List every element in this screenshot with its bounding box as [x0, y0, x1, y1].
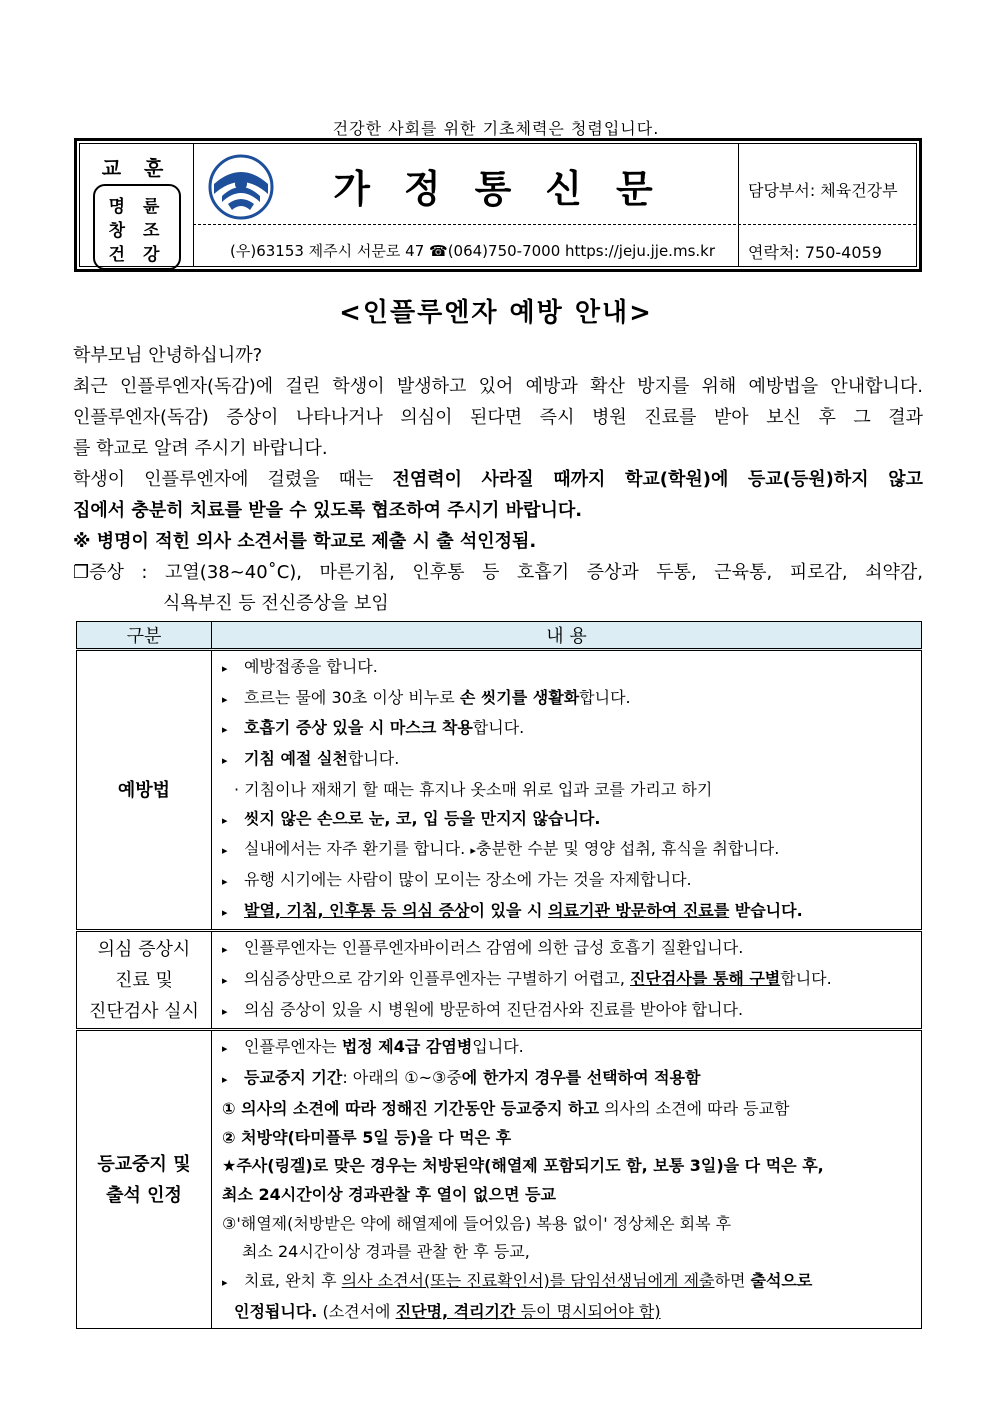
symptom-line: ❐증상 : 고열(38~40˚C), 마른기침, 인후통 등 호흡기 증상과 두통, 근육통, 피로감, 쇠약감,: [73, 562, 923, 583]
list-item: ▸ 씻지 않은 손으로 눈, 코, 입 등을 만지지 않습니다.: [222, 808, 601, 828]
list-item: ▸ 실내에서는 자주 환기를 합니다. ▸충분한 수분 및 영양 섭취, 휴식을 취합니다.: [222, 839, 780, 859]
column-header-content: 내 용: [212, 622, 922, 650]
list-item: ▸ 의심증상만으로 감기와 인플루엔자는 구별하기 어렵고, 진단검사를 통해 구별합니다.: [222, 969, 832, 989]
school-motto-box: [80, 144, 194, 266]
school-emblem-icon: [208, 154, 274, 220]
symptom-line: 식욕부진 등 전신증상을 보임: [163, 593, 389, 614]
list-item: 최소 24시간이상 경과를 관찰 한 후 등교,: [242, 1242, 530, 1262]
greeting: 학부모님 안녕하십니까?: [73, 345, 263, 366]
intro-line: 를 학교로 알려 주시기 바랍니다.: [73, 438, 328, 459]
list-item: 최소 24시간이상 경과관찰 후 열이 없으면 등교: [222, 1184, 556, 1204]
prevention-content: [212, 650, 922, 931]
newsletter-header: [74, 138, 922, 272]
newsletter-title: 가정통신문: [333, 167, 687, 211]
school-address: (우)63153 제주시 서문로 47 ☎(064)750-7000 https://jeju.jje.ms.kr: [230, 242, 715, 260]
list-item: ▸ 호흡기 증상 있을 시 마스크 착용합니다.: [222, 718, 525, 738]
column-header-category: 구분: [77, 622, 212, 650]
intro-section: [73, 340, 923, 619]
motto-frame: [93, 184, 181, 270]
guidance-table: [76, 621, 922, 1329]
intro-line: 집에서 충분히 치료를 받을 수 있도록 협조하여 주시기 바랍니다.: [73, 500, 583, 521]
list-item: ▸ 발열, 기침, 인후통 등 의심 증상이 있을 시 의료기관 방문하여 진료를 받습니다.: [222, 900, 803, 920]
motto-item: 건 강: [108, 245, 166, 265]
motto-item: 창 조: [108, 221, 166, 241]
list-item: ▸ 기침 예절 실천합니다.: [222, 749, 400, 769]
list-item: ▸ 흐르는 물에 30초 이상 비누로 손 씻기를 생활화합니다.: [222, 687, 631, 707]
category-absence: 등교중지 및 출석 인정: [77, 1030, 212, 1329]
document-title: <인플루엔자 예방 안내>: [339, 298, 653, 328]
list-item: ▸ 유행 시기에는 사람이 많이 모이는 장소에 가는 것을 자제합니다.: [222, 869, 692, 889]
list-item: ② 처방약(타미플루 5일 등)을 다 먹은 후: [222, 1127, 512, 1147]
list-item: ▸ 인플루엔자는 인플루엔자바이러스 감염에 의한 급성 호흡기 질환입니다.: [222, 938, 744, 958]
intro-line: 인플루엔자(독감) 증상이 나타나거나 의심이 된다면 즉시 병원 진료를 받아 보신 후 그 결과: [73, 407, 923, 428]
diagnosis-content: [212, 931, 922, 1030]
list-item: ▸ 인플루엔자는 법정 제4급 감염병입니다.: [222, 1037, 524, 1057]
list-item: ① 의사의 소견에 따라 정해진 기간동안 등교중지 하고 의사의 소견에 따라 등교함: [222, 1098, 790, 1118]
list-item: ▸ 등교중지 기간: 아래의 ①~③중에 한가지 경우를 선택하여 적용함: [222, 1068, 701, 1088]
list-item: ▸ 예방접종을 합니다.: [222, 657, 378, 676]
list-item: ▸ 의심 증상이 있을 시 병원에 방문하여 진단검사와 진료를 받아야 합니다.: [222, 999, 744, 1019]
department: 담당부서: 체육건강부: [748, 181, 898, 200]
list-item: ★주사(링겔)로 맞은 경우는 처방된약(해열제 포함되기도 함, 보통 3일)을 다 먹은 후,: [222, 1156, 824, 1176]
list-item: 인정됩니다. (소견서에 진단명, 격리기간 등이 명시되어야 함): [234, 1301, 661, 1321]
list-item: ▸ 치료, 완치 후 의사 소견서(또는 진료확인서)를 담임선생님에게 제출하면 출석으로: [222, 1271, 813, 1291]
list-item: ③'해열제(처방받은 약에 해열제에 들어있음) 복용 없이' 정상체온 회복 후: [222, 1213, 732, 1233]
motto-top: 건강한 사회를 위한 기초체력은 청렴입니다.: [332, 119, 660, 138]
contact-number: 연락처: 750-4059: [748, 243, 882, 262]
motto-item: 명 륜: [108, 197, 166, 217]
category-prevention: 예방법: [77, 650, 212, 931]
list-item: · 기침이나 재채기 할 때는 휴지나 옷소매 위로 입과 코를 가리고 하기: [234, 779, 713, 799]
school-motto-label: 교 훈: [101, 156, 172, 180]
certificate-note: ※ 병명이 적힌 의사 소견서를 학교로 제출 시 출 석인정됨.: [73, 531, 537, 552]
intro-line: 학생이 인플루엔자에 걸렸을 때는 전염력이 사라질 때까지 학교(학원)에 등교(등원)하지 않고: [73, 469, 923, 490]
category-diagnosis: 의심 증상시 진료 및 진단검사 실시: [77, 931, 212, 1030]
intro-line: 최근 인플루엔자(독감)에 걸린 학생이 발생하고 있어 예방과 확산 방지를 위해 예방법을 안내합니다.: [73, 376, 923, 397]
absence-content: [212, 1030, 922, 1329]
